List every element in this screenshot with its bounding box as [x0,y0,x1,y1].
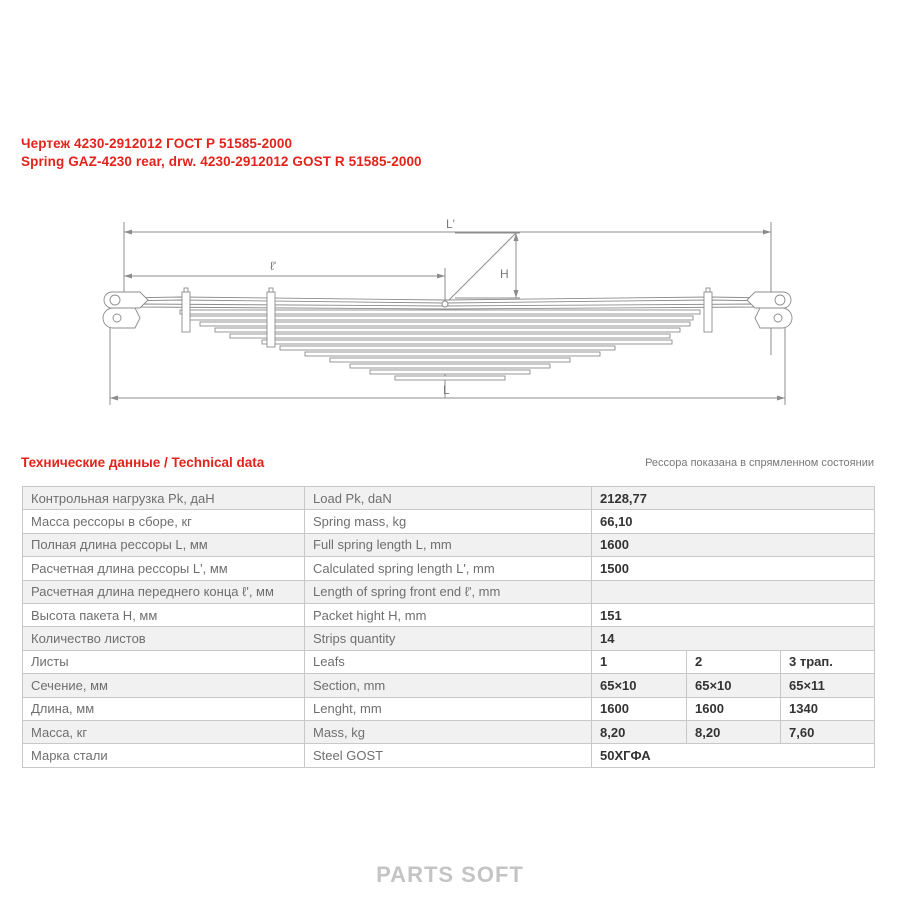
row-value: 50ХГФА [592,744,875,767]
row-label-en: Packet hight H, mm [305,603,592,626]
leaf-col-1: 65×10 [592,674,687,697]
dimension-label-L: L [443,383,450,397]
row-value: 151 [592,603,875,626]
leaf-col-1: 8,20 [592,720,687,743]
table-row [23,533,875,556]
leaf-spring-drawing [0,200,900,410]
row-label-ru: Масса рессоры в сборе, кг [23,510,305,533]
straightened-state-note: Рессора показана в спрямленном состоянии [645,457,874,469]
technical-data-title: Технические данные / Technical data [21,455,265,470]
row-value: 2128,77 [592,487,875,510]
row-label-ru: Сечение, мм [23,674,305,697]
table-row [23,674,875,697]
leaf-col-1: 1 [592,650,687,673]
row-label-ru: Листы [23,650,305,673]
spring-leaves [124,297,771,380]
dimension-l-prime [124,274,445,279]
technical-data-table [22,486,875,768]
row-label-en: Spring mass, kg [305,510,592,533]
row-label-ru: Масса, кг [23,720,305,743]
dimension-label-H: H [500,267,509,281]
row-label-ru: Расчетная длина переднего конца ℓ', мм [23,580,305,603]
table-row [23,603,875,626]
leaf-col-3: 1340 [781,697,875,720]
drawing-title-ru: Чертеж 4230-2912012 ГОСТ Р 51585-2000 [21,136,293,151]
brand-watermark: PARTS SOFT [376,862,524,887]
row-label-ru: Расчетная длина рессоры L', мм [23,557,305,580]
row-value: 1600 [592,533,875,556]
leaf-col-2: 8,20 [687,720,781,743]
table-row [23,650,875,673]
table-row [23,627,875,650]
dimension-label-l-prime: ℓ' [270,259,277,273]
row-label-ru: Марка стали [23,744,305,767]
row-label-en: Section, mm [305,674,592,697]
center-bolt [442,301,448,307]
leaf-col-3: 3 трап. [781,650,875,673]
table-row [23,720,875,743]
leaf-col-2: 65×10 [687,674,781,697]
row-label-en: Lenght, mm [305,697,592,720]
table-row [23,487,875,510]
leaf-col-1: 1600 [592,697,687,720]
row-value: 14 [592,627,875,650]
leaf-col-2: 2 [687,650,781,673]
table-row [23,697,875,720]
drawing-title-en: Spring GAZ-4230 rear, drw. 4230-2912012 GOST R 51585-2000 [21,154,422,169]
row-label-ru: Количество листов [23,627,305,650]
leaf-col-3: 7,60 [781,720,875,743]
row-value: 1500 [592,557,875,580]
row-label-ru: Длина, мм [23,697,305,720]
leaf-col-3: 65×11 [781,674,875,697]
row-label-en: Strips quantity [305,627,592,650]
row-label-en: Mass, kg [305,720,592,743]
row-label-ru: Контрольная нагрузка Pk, даН [23,487,305,510]
table-row [23,744,875,767]
row-label-en: Load Pk, daN [305,487,592,510]
row-label-en: Full spring length L, mm [305,533,592,556]
row-label-en: Calculated spring length L', mm [305,557,592,580]
row-value [592,580,875,603]
dimension-label-L-prime: L' [446,217,455,231]
row-value: 66,10 [592,510,875,533]
table-row [23,580,875,603]
row-label-ru: Высота пакета H, мм [23,603,305,626]
leaf-col-2: 1600 [687,697,781,720]
row-label-en: Length of spring front end ℓ', mm [305,580,592,603]
row-label-ru: Полная длина рессоры L, мм [23,533,305,556]
table-row [23,510,875,533]
row-label-en: Steel GOST [305,744,592,767]
table-row [23,557,875,580]
row-label-en: Leafs [305,650,592,673]
